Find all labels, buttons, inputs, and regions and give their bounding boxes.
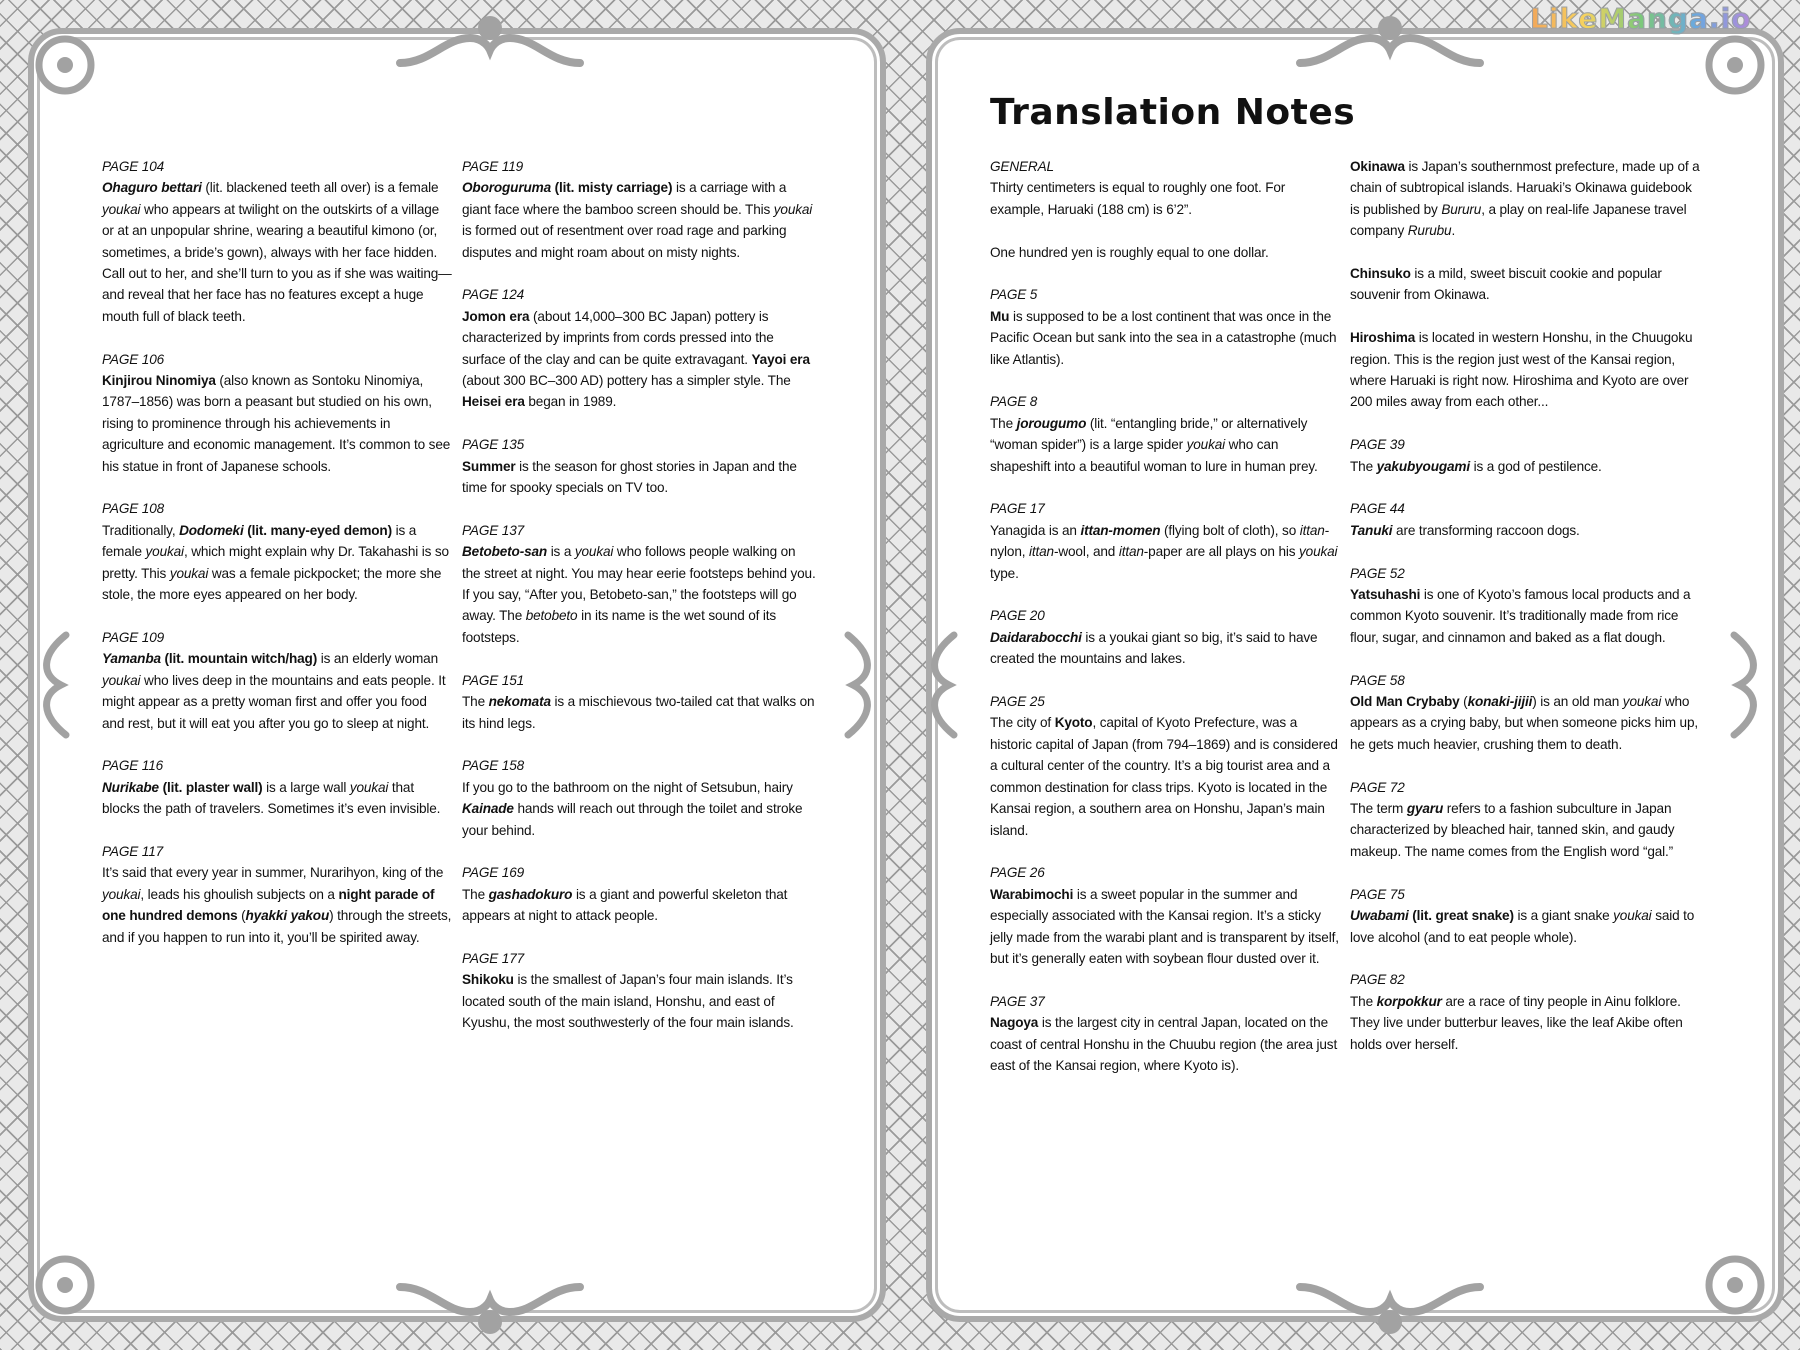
page-reference: PAGE 52 [1350,565,1405,581]
note-entry [462,755,817,841]
note-text: Yanagida is an ittan-momen (flying bolt of cloth), so ittan-nylon, ittan-wool, and ittan-paper are all plays on his youkai type. [990,522,1338,581]
page-reference: PAGE 124 [462,287,525,303]
page-reference: PAGE 135 [462,437,525,453]
note-entry [1350,327,1702,413]
note-text: The nekomata is a mischievous two-tailed cat that walks on its hind legs. [462,694,815,731]
note-entry [1350,434,1702,477]
note-entry [102,627,452,734]
notes-column-3 [990,156,1342,1076]
note-entry [1350,777,1702,863]
note-entry [102,156,452,327]
note-text: Daidarabocchi is a youkai giant so big, it’s said to have created the mountains and lakes. [990,629,1318,667]
note-entry [990,284,1342,370]
page-reference: PAGE 109 [102,629,165,645]
page-reference: GENERAL [990,159,1054,174]
page-reference: PAGE 108 [102,501,165,517]
note-entry [1350,563,1702,649]
note-text: Chinsuko is a mild, sweet biscuit cookie and popular souvenir from Okinawa. [1350,266,1662,303]
note-entry [1350,263,1702,306]
bottom-left-flourish-icon [390,1272,590,1342]
note-entry [1350,156,1702,242]
note-entry [102,755,452,819]
note-text: Yatsuhashi is one of Kyoto’s famous local products and a common Kyoto souvenir. It’s traditionally made from rice flour, sugar, and cinnamon and baked as a flat dough. [1350,587,1691,645]
note-entry [990,862,1342,969]
notes-column-4 [1350,156,1702,1055]
note-entry [1350,884,1702,948]
note-text: Thirty centimeters is equal to roughly one foot. For example, Haruaki (188 cm) is 6’2”. One hundred yen is roughly equal to one dollar. [990,180,1286,260]
note-entry [990,691,1342,841]
side-scroll-ornament-icon [36,630,76,740]
note-entry [990,391,1342,477]
note-text: Oboroguruma (lit. misty carriage) is a carriage with a giant face where the bamboo screen should be. This youkai is formed out of resentment over road rage and parking disputes and might roam about on misty nights. [462,180,813,260]
page-reference: PAGE 119 [462,159,524,174]
note-text: Uwabami (lit. great snake) is a giant snake youkai said to love alcohol (and to eat people whole). [1350,908,1695,945]
page-reference: PAGE 137 [462,522,525,538]
note-text: The term gyaru refers to a fashion subculture in Japan characterized by bleached hair, tanned skin, and gaudy makeup. The name comes from the English word “gal.” [1350,801,1675,859]
page-reference: PAGE 116 [102,758,164,774]
note-text: Nagoya is the largest city in central Japan, located on the coast of central Honshu in the Chuubu region (the area just east of the Kansai region, where Kyoto is). [990,1015,1338,1073]
note-entry [462,520,817,648]
note-text: Summer is the season for ghost stories in Japan and the time for spooky specials on TV too. [462,458,797,496]
note-entry [462,948,817,1034]
page-reference: PAGE 5 [990,287,1038,303]
note-text: Shikoku is the smallest of Japan’s four main islands. It’s located south of the main island, Honshu, and east of Kyushu, the most southwesterly of the four main islands. [462,972,794,1031]
page-reference: PAGE 8 [990,394,1038,410]
note-text: Nurikabe (lit. plaster wall) is a large wall youkai that blocks the path of travelers. Sometimes it’s even invisible. [102,779,441,817]
note-entry [462,862,817,926]
page-reference: PAGE 58 [1350,672,1405,688]
page-reference: PAGE 151 [462,672,525,688]
page-reference: PAGE 37 [990,993,1045,1009]
page-title: Translation Notes [990,92,1356,133]
note-entry [990,156,1342,263]
page-reference: PAGE 106 [102,351,165,367]
page-reference: PAGE 82 [1350,972,1405,988]
note-text: The jorougumo (lit. “entangling bride,” or alternatively “woman spider”) is a large spider youkai who can shapeshift into a beautiful woman to lure in human prey. [990,415,1318,474]
page-reference: PAGE 26 [990,865,1045,881]
note-entry [462,284,817,412]
note-text: It’s said that every year in summer, Nurarihyon, king of the youkai, leads his ghoulish subjects on a night parade of one hundred demons (hyakki yakou) through the streets, and if you happen to run into it, you’ll be spirited away. [102,865,452,945]
note-text: Tanuki are transforming raccoon dogs. [1350,522,1580,538]
note-text: Warabimochi is a sweet popular in the summer and especially associated with the Kansai region. It’s a sticky jelly made from the warabi plant and is transparent by itself, but it’s generally eaten with soybean flour dusted over it. [990,886,1339,966]
page-reference: PAGE 72 [1350,779,1405,795]
note-entry [990,605,1342,669]
page-reference: PAGE 17 [990,501,1045,517]
side-scroll-ornament-icon [838,630,878,740]
page-reference: PAGE 169 [462,865,525,881]
note-text: The city of Kyoto, capital of Kyoto Prefecture, was a historic capital of Japan (from 794–1869) and is considered a cultural center of the country. It’s a big tourist area and a common destination for class trips. Kyoto is located in the Kansai region, a southern area on Honshu, Japan’s main island. [990,715,1338,838]
note-text: Jomon era (about 14,000–300 BC Japan) pottery is characterized by imprints from cords pressed into the surface of the clay and can be quite extravagant. Yayoi era (about 300 BC–300 AD) pottery has a simpler style. The Heisei era began in 1989. [462,308,810,410]
note-text: Betobeto-san is a youkai who follows people walking on the street at night. You may hear eerie footsteps behind you. If you say, “After you, Betobeto-san,” the footsteps will go away. The betobeto in its name is the wet sound of its footsteps. [462,544,816,645]
note-entry [1350,498,1702,541]
page-reference: PAGE 39 [1350,437,1405,453]
page-reference: PAGE 75 [1350,886,1405,902]
note-text: Traditionally, Dodomeki (lit. many-eyed demon) is a female youkai, which might explain why Dr. Takahashi is so pretty. This youkai was a female pickpocket; the more she stole, the more eyes appeared on her body. [102,522,449,603]
note-text: Ohaguro bettari (lit. blackened teeth all over) is a female youkai who appears at twilight on the outskirts of a village or at an unpopular shrine, wearing a beautiful kimono (or, sometimes, a bride’s gown), always with her face hidden. Call out to her, and she’ll turn to you as if she was waiting—and reveal that her face has no features except a huge mouth full of black teeth. [102,180,452,324]
top-left-flourish-icon [390,8,590,78]
note-text: Mu is supposed to be a lost continent that was once in the Pacific Ocean but sank into the sea in a catastrophe (much like Atlantis). [990,308,1337,367]
page-reference: PAGE 25 [990,694,1045,710]
note-text: Okinawa is Japan’s southernmost prefecture, made up of a chain of subtropical islands. Haruaki’s Okinawa guidebook is published by Bururu, a play on real-life Japanese travel company Rurubu. [1350,159,1700,239]
corner-rosette-icon [1700,30,1770,100]
note-entry [102,498,452,605]
note-text: The gashadokuro is a giant and powerful skeleton that appears at night to attack people. [462,886,788,924]
page-reference: PAGE 20 [990,608,1045,624]
page-reference: PAGE 104 [102,159,165,174]
note-text: Old Man Crybaby (konaki-jijii) is an old man youkai who appears as a crying baby, but when someone picks him up, he gets much heavier, crushing them to death. [1350,694,1699,752]
page-reference: PAGE 158 [462,758,525,774]
note-entry [102,349,452,477]
note-entry [990,991,1342,1077]
notes-column-2 [462,156,817,1034]
note-text: If you go to the bathroom on the night of Setsubun, hairy Kainade hands will reach out through the toilet and stroke your behind. [462,779,803,838]
corner-rosette-icon [1700,1250,1770,1320]
corner-rosette-icon [30,30,100,100]
note-entry [990,498,1342,584]
page-reference: PAGE 177 [462,950,525,966]
note-text: The yakubyougami is a god of pestilence. [1350,458,1602,474]
note-entry [1350,969,1702,1055]
page-reference: PAGE 44 [1350,501,1405,517]
top-right-flourish-icon [1290,8,1490,78]
site-watermark: LikeManga.io [1530,2,1752,35]
side-scroll-ornament-icon [924,630,964,740]
note-entry [102,841,452,948]
note-text: Hiroshima is located in western Honshu, in the Chuugoku region. This is the region just west of the Kansai region, where Haruaki is right now. Hiroshima and Kyoto are over 200 miles away from each other... [1350,330,1693,410]
note-entry [462,670,817,734]
note-text: Yamanba (lit. mountain witch/hag) is an elderly woman youkai who lives deep in the mountains and eats people. It might appear as a pretty woman first and offer you food and rest, but it will eat you after you go to sleep at night. [102,651,446,731]
page-reference: PAGE 117 [102,843,164,859]
note-entry [462,156,817,263]
note-entry [462,434,817,498]
corner-rosette-icon [30,1250,100,1320]
bottom-right-flourish-icon [1290,1272,1490,1342]
notes-column-1 [102,156,452,948]
side-scroll-ornament-icon [1724,630,1764,740]
note-text: The korpokkur are a race of tiny people in Ainu folklore. They live under butterbur leaves, like the leaf Akibe often holds over herself. [1350,993,1683,1052]
note-entry [1350,670,1702,756]
note-text: Kinjirou Ninomiya (also known as Sontoku Ninomiya, 1787–1856) was born a peasant but studied on his own, rising to prominence through his achievements in agriculture and economic management. It’s common to see his statue in front of Japanese schools. [102,373,451,474]
